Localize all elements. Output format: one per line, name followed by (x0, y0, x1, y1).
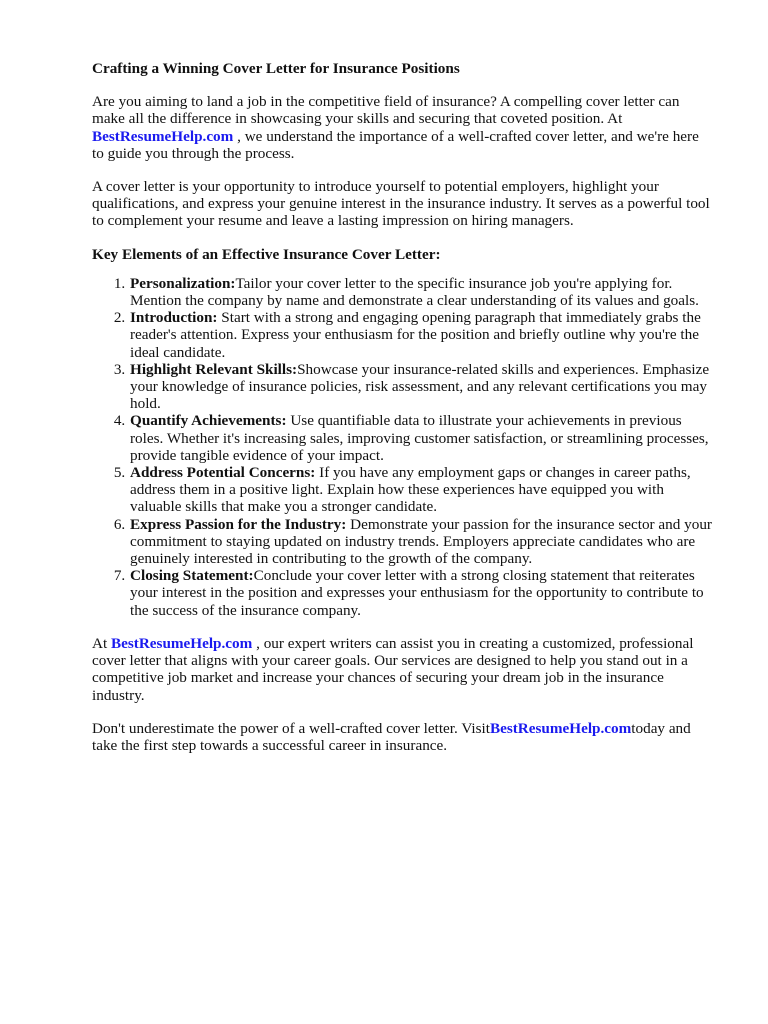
closing-text-before: Don't underestimate the power of a well-crafted cover letter. Visit (92, 719, 490, 737)
list-item (129, 275, 714, 309)
list-item (129, 464, 714, 516)
key-elements-list (92, 275, 714, 619)
intro-text-before: Are you aiming to land a job in the competitive field of insurance? A compelling cover letter can make all the difference in showcasing your skills and securing that coveted position. At (92, 93, 680, 128)
list-item (129, 361, 714, 413)
closing-link[interactable]: BestResumeHelp.com (489, 719, 632, 737)
list-item-title: Personalization: (130, 274, 236, 292)
services-paragraph (92, 635, 714, 704)
list-item-title: Express Passion for the Industry: (130, 515, 347, 533)
list-item-title: Quantify Achievements: (130, 412, 287, 430)
document-page (92, 60, 714, 770)
purpose-paragraph: A cover letter is your opportunity to introduce yourself to potential employers, highlight your qualifications, and express your genuine interest in the insurance industry. It serves as a powerful tool to complement your resume and leave a lasting impression on hiring managers. (92, 178, 710, 230)
list-item-text: Demonstrate your passion for the insurance sector and your commitment to staying updated on industry trends. Employers appreciate candidates who are genuinely interested in contributing to the growth of the company. (130, 515, 712, 568)
list-item-title: Introduction: (130, 309, 218, 327)
list-item-title: Highlight Relevant Skills: (130, 360, 298, 378)
list-item-title: Address Potential Concerns: (130, 464, 316, 482)
key-elements-heading: Key Elements of an Effective Insurance Cover Letter: (92, 245, 441, 263)
intro-link[interactable]: BestResumeHelp.com (92, 127, 234, 145)
services-text-after: , our expert writers can assist you in creating a customized, professional cover letter that aligns with your career goals. Our services are designed to help you stand out in a competitive job market and increase your chances of securing your dream job in the insurance industry. (92, 634, 694, 704)
services-text-before: At (92, 634, 111, 652)
list-item (129, 516, 714, 568)
list-item-title: Closing Statement: (130, 567, 254, 585)
list-item (129, 412, 714, 464)
list-item-text: Showcase your insurance-related skills and experiences. Emphasize your knowledge of insurance policies, risk assessment, and any relevant certifications you may hold. (130, 360, 710, 413)
closing-text-after: today and take the first step towards a successful career in insurance. (92, 719, 691, 754)
document-title: Crafting a Winning Cover Letter for Insurance Positions (92, 60, 460, 77)
list-item (129, 309, 714, 361)
list-item-text: If you have any employment gaps or changes in career paths, address them in a positive light. Explain how these experiences have equipped you with valuable skills that make you a stronger candidate. (130, 464, 691, 516)
list-item-text: Start with a strong and engaging opening paragraph that immediately grabs the reader's attention. Express your enthusiasm for the position and briefly outline why you're the ideal candidate. (130, 309, 701, 361)
list-item-text: Conclude your cover letter with a strong closing statement that reiterates your interest in the position and expresses your enthusiasm for the opportunity to contribute to the success of the insurance company. (130, 567, 704, 619)
intro-paragraph (92, 93, 714, 162)
services-link[interactable]: BestResumeHelp.com (110, 634, 253, 652)
list-item-text: Use quantifiable data to illustrate your achievements in previous roles. Whether it's increasing sales, improving customer satisfaction, or streamlining processes, provide tangible evidence of your impact. (130, 412, 709, 464)
intro-text-after: , we understand the importance of a well-crafted cover letter, and we're here to guide you through the process. (92, 127, 699, 162)
closing-paragraph (92, 720, 714, 754)
list-item-text: Tailor your cover letter to the specific insurance job you're applying for. Mention the company by name and demonstrate a clear understanding of its values and goals. (130, 274, 699, 310)
list-item (129, 567, 714, 619)
